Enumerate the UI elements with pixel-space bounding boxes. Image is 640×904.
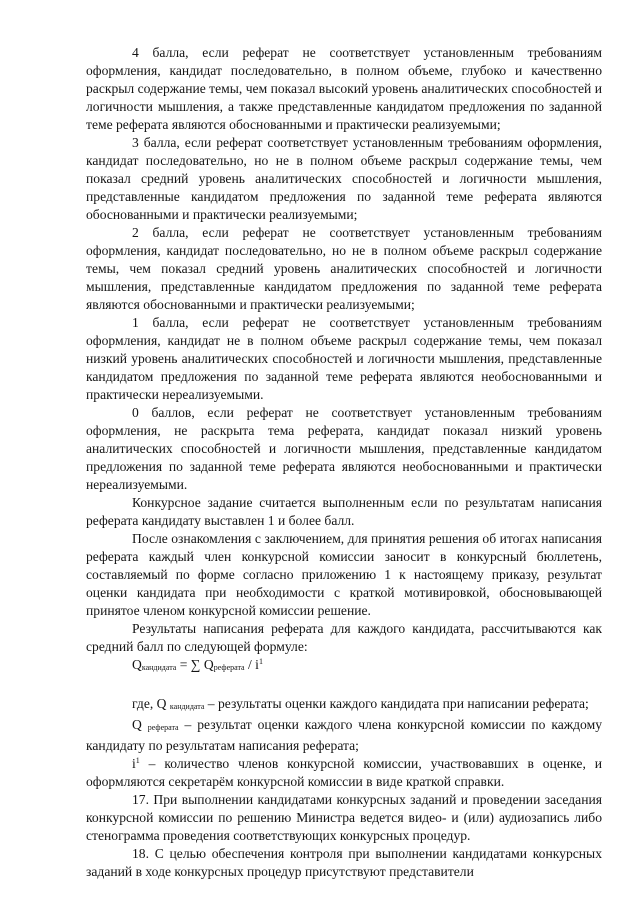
formula	[132, 656, 602, 677]
legend-candidate	[86, 695, 602, 716]
legend-candidate-sub: кандидата	[169, 702, 205, 711]
formula-sub-candidate: кандидата	[141, 663, 177, 672]
legend-i-text: – количество членов конкурсной комиссии, участвовавших в оценке, и оформляются секретарём конкурсной комиссии в виде краткой справки.	[86, 756, 602, 789]
paragraph-score-4: 4 балла, если реферат не соответствует установленным требованиям оформления, кандидат последовательно, в полном объеме, глубоко и качественно раскрыл содержание темы, чем показал высокий уровень аналитических способностей и логичности мышления, а также представленные кандидатом предложения по заданной теме реферата являются обоснованными и практически реализуемыми;	[86, 45, 602, 132]
paragraph-17: 17. При выполнении кандидатами конкурсных заданий и проведении заседания конкурсной комиссии по решению Министра ведется видео- и (или) аудиозапись либо стенограмма проведения соответствующих конкурсных процедур.	[86, 792, 602, 843]
paragraph-score-0: 0 баллов, если реферат не соответствует установленным требованиям оформления, не раскрыта тема реферата, кандидат показал низкий уровень аналитических способностей и логичности мышления, представленные кандидатом предложения по заданной теме реферата являются необоснованными и практически нереализуемыми.	[86, 405, 602, 492]
paragraph-18: 18. С целью обеспечения контроля при выполнении кандидатами конкурсных заданий в ходе конкурсных процедур присутствуют представители	[86, 846, 602, 879]
legend-i-sup: 1	[135, 756, 140, 765]
paragraph-ballot: После ознакомления с заключением, для принятия решения об итогах написания реферата каждый член конкурсной комиссии заносит в конкурсный бюллетень, составляемый по форме согласно приложению 1 к настоящему приказу, результат оценки кандидата при необходимости с краткой мотивировкой, обосновывающей принятое членом конкурсной комиссии решение.	[86, 531, 602, 618]
legend-essay-text: – результат оценки каждого члена конкурсной комиссии по каждому кандидату по результатам написания реферата;	[86, 717, 602, 753]
paragraph-score-2: 2 балла, если реферат не соответствует установленным требованиям оформления, кандидат последовательно, но не в полном объеме раскрыл содержание темы, чем показал средний уровень аналитических способностей и логичности мышления, представленные кандидатом предложения по заданной теме реферата являются обоснованными и практически реализуемыми;	[86, 225, 602, 312]
legend-where: где, Q	[132, 696, 170, 711]
formula-q: Q	[132, 657, 142, 672]
formula-sup: 1	[258, 657, 263, 666]
formula-divider: / i	[244, 657, 259, 672]
legend-essay	[86, 716, 602, 755]
legend-i-letter: i	[132, 756, 136, 771]
paragraph-score-3: 3 балла, если реферат соответствует установленным требованиям оформления, кандидат последовательно, но не в полном объеме раскрыл содержание темы, чем показал средний уровень аналитических способностей и логичности мышления, представленные кандидатом предложения по заданной теме реферата являются обоснованными и практически реализуемыми;	[86, 135, 602, 222]
document-page	[86, 44, 602, 881]
legend-candidate-text: – результаты оценки каждого кандидата при написании реферата;	[204, 696, 589, 711]
legend-q2: Q	[132, 717, 148, 732]
formula-q2: Q	[203, 657, 214, 672]
formula-sub-essay: реферата	[213, 663, 245, 672]
paragraph-score-1: 1 балла, если реферат не соответствует установленным требованиям оформления, кандидат не в полном объеме раскрыл содержание темы, чем показал низкий уровень аналитических способностей и логичности мышления, представленные кандидатом предложения по заданной теме реферата являются необоснованными и практически нереализуемыми.	[86, 315, 602, 402]
paragraph-task-completed: Конкурсное задание считается выполненным если по результатам написания реферата кандидату выставлен 1 и более балл.	[86, 495, 602, 528]
paragraph-average-score: Результаты написания реферата для каждого кандидата, рассчитываются как средний балл по следующей формуле:	[86, 621, 602, 654]
formula-operator: = ∑	[176, 657, 204, 672]
legend-essay-sub: реферата	[147, 723, 179, 732]
legend-i	[86, 755, 602, 791]
spacer	[86, 677, 602, 695]
